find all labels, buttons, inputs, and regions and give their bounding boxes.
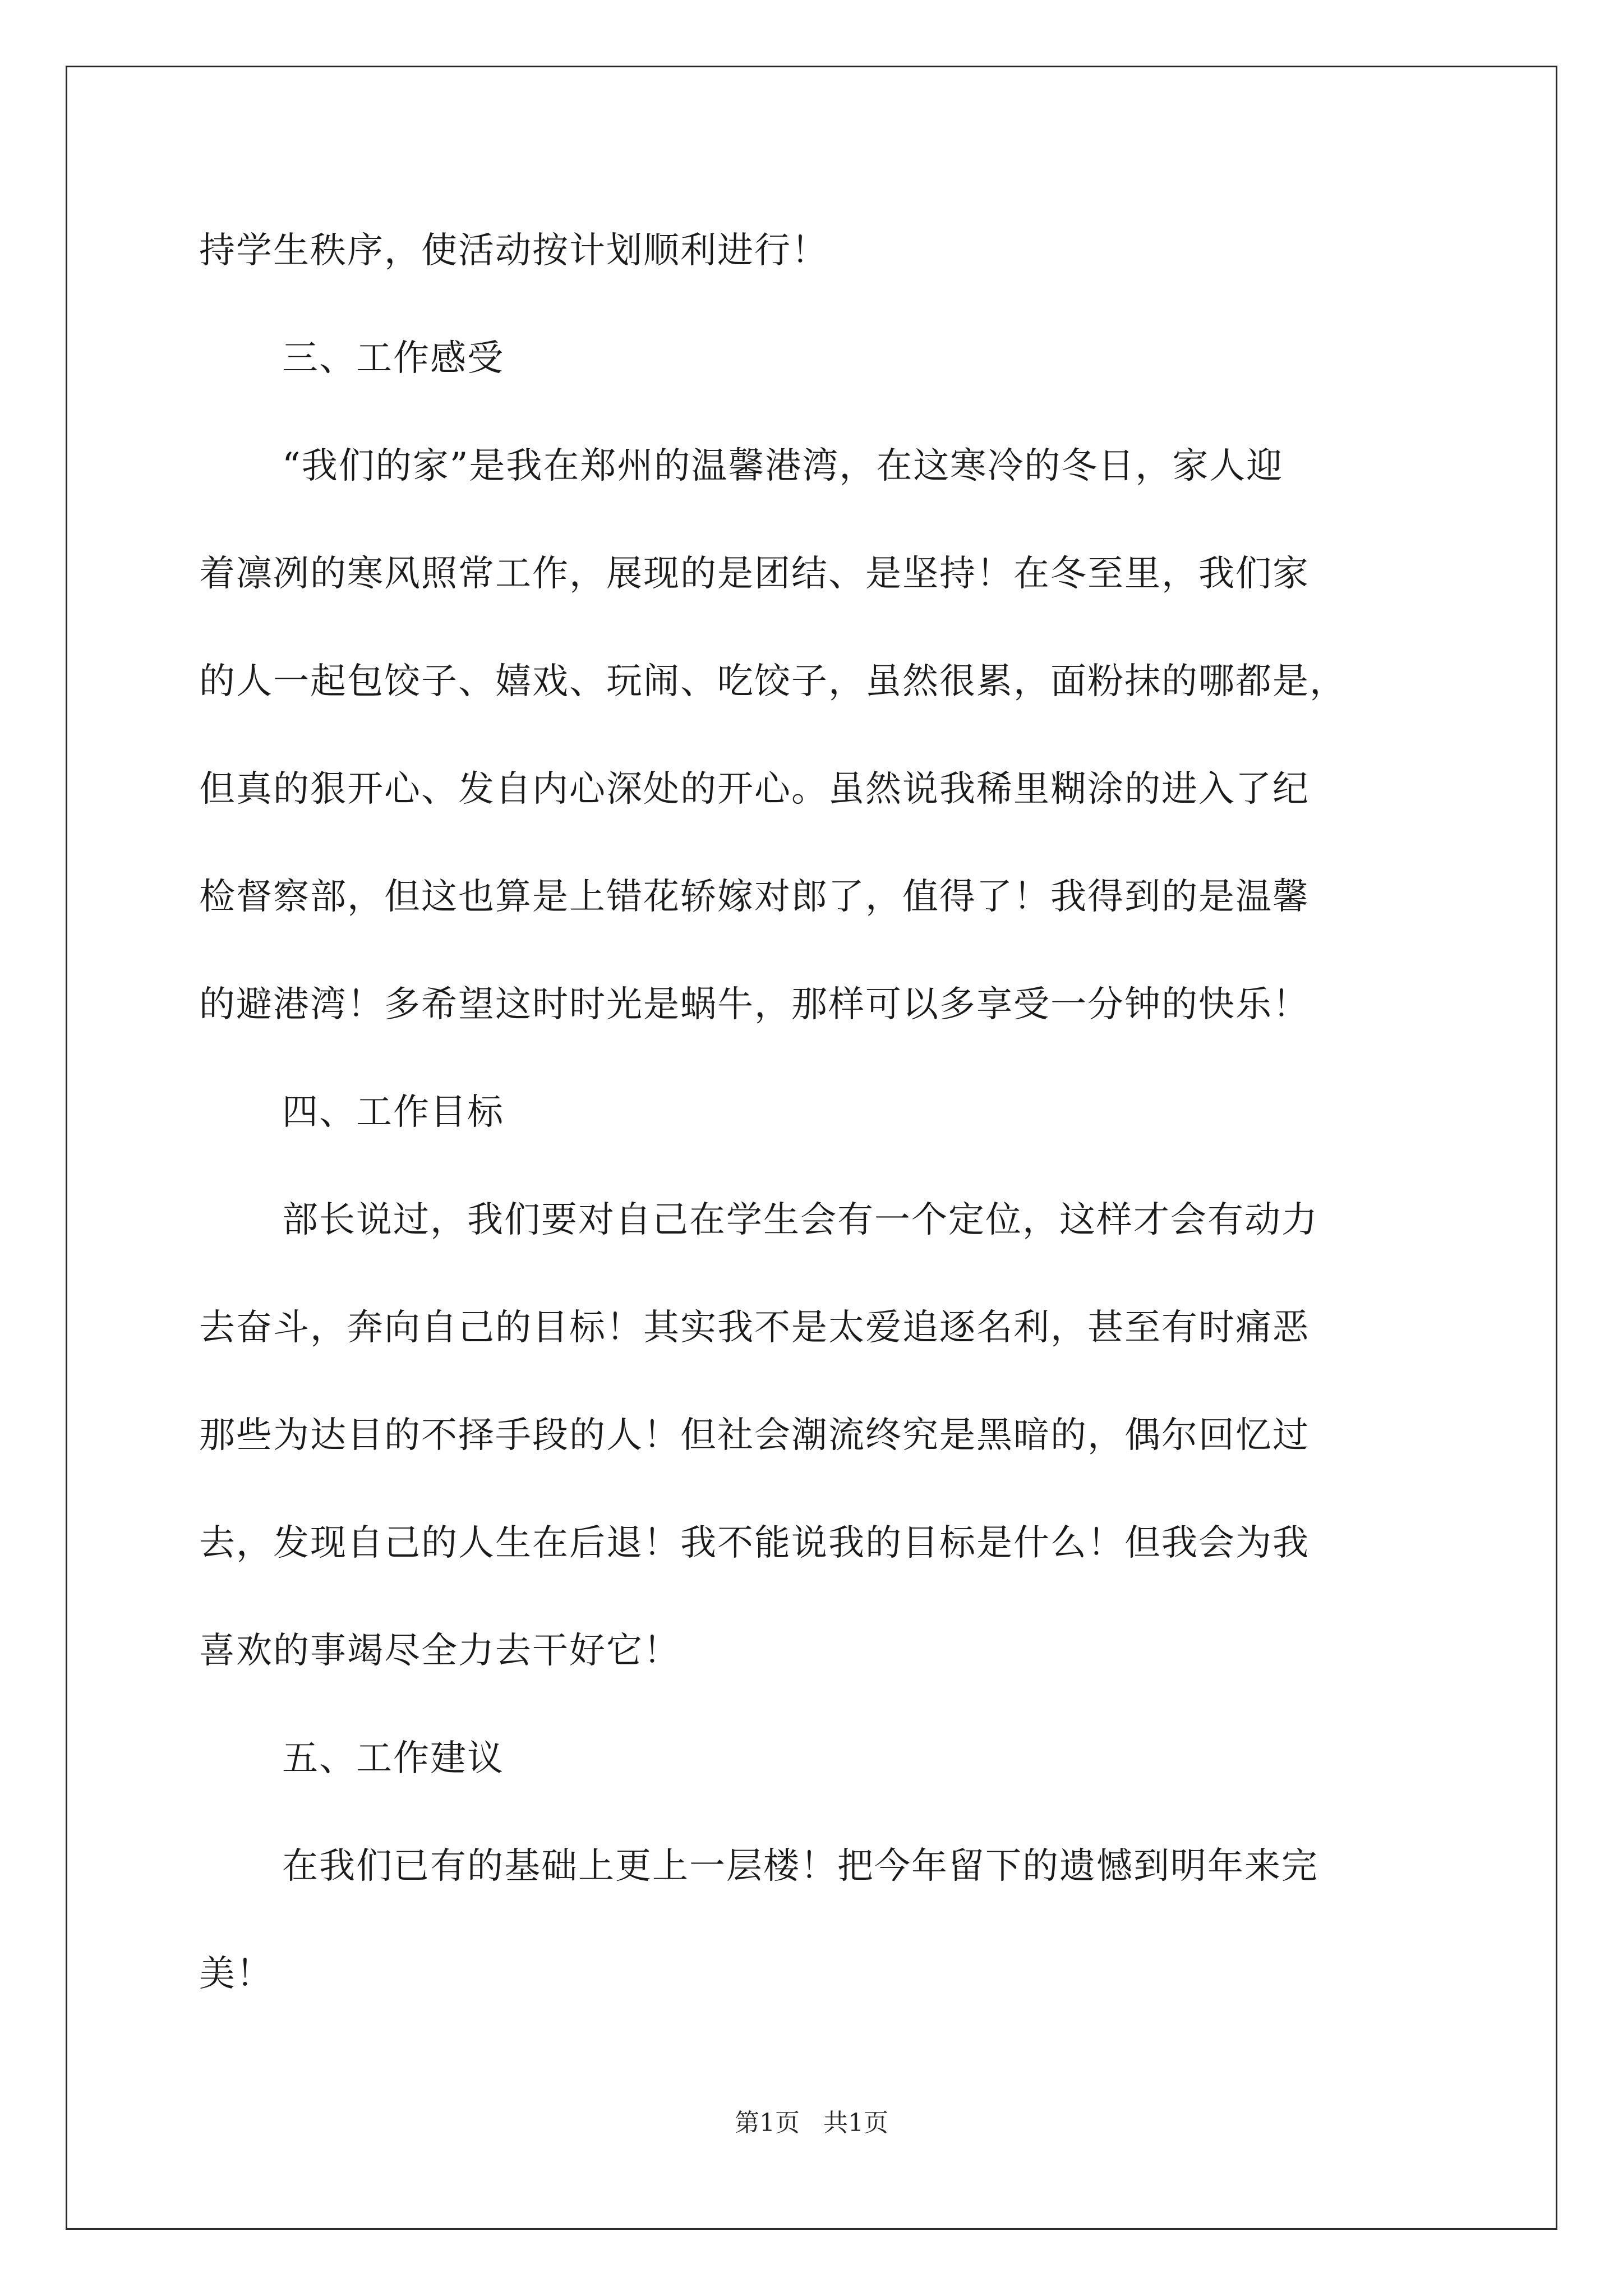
- paragraph-line: 喜欢的事竭尽全力去干好它！: [199, 1630, 680, 1672]
- paragraph-line: 的避港湾！多希望这时时光是蜗牛，那样可以多享受一分钟的快乐！: [199, 984, 1310, 1025]
- paragraph-line: 部长说过，我们要对自己在学生会有一个定位，这样才会有动力: [282, 1199, 1318, 1241]
- section-heading-5: 五、工作建议: [282, 1738, 504, 1779]
- paragraph-line: 的人一起包饺子、嬉戏、玩闹、吃饺子，虽然很累，面粉抹的哪都是，: [199, 661, 1347, 702]
- page-border: [66, 66, 1557, 2230]
- paragraph-line: 着凛冽的寒风照常工作，展现的是团结、是坚持！在冬至里，我们家: [199, 553, 1310, 595]
- paragraph-line: 那些为达目的不择手段的人！但社会潮流终究是黑暗的，偶尔回忆过: [199, 1415, 1310, 1456]
- paragraph-line: “我们的家”是我在郑州的温馨港湾，在这寒冷的冬日，家人迎: [282, 445, 1284, 487]
- paragraph-line: 去，发现自己的人生在后退！我不能说我的目标是什么！但我会为我: [199, 1522, 1310, 1564]
- section-heading-4: 四、工作目标: [282, 1092, 504, 1133]
- page-number-footer: 第1页 共1页: [735, 2109, 888, 2137]
- paragraph-continuation: 持学生秩序，使活动按计划顺利进行！: [199, 230, 828, 272]
- paragraph-line: 检督察部，但这也算是上错花轿嫁对郎了，值得了！我得到的是温馨: [199, 876, 1310, 918]
- paragraph-line: 去奋斗，奔向自己的目标！其实我不是太爱追逐名利，甚至有时痛恶: [199, 1307, 1310, 1349]
- paragraph-line: 在我们已有的基础上更上一层楼！把今年留下的遗憾到明年来完: [282, 1846, 1318, 1887]
- paragraph-line: 但真的狠开心、发自内心深处的开心。虽然说我稀里糊涂的进入了纪: [199, 769, 1310, 810]
- paragraph-line: 美！: [199, 1953, 273, 1995]
- section-heading-3: 三、工作感受: [282, 338, 504, 379]
